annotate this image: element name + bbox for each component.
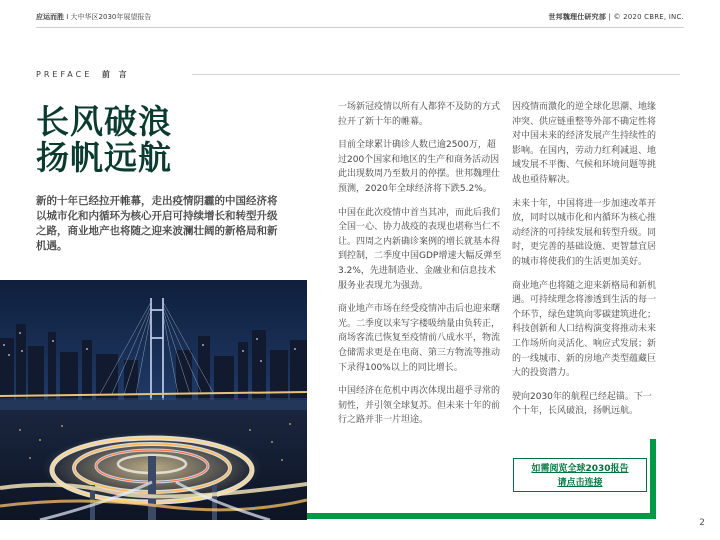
preface-label-zh: 前 言 bbox=[101, 70, 130, 79]
header-divider bbox=[36, 27, 684, 28]
header-subtitle: 大中华区2030年展望报告 bbox=[70, 13, 152, 21]
paragraph: 目前全球累计确诊人数已逾2500万，超过200个国家和地区的生产和商务活动因此出现数周乃至数月的停摆。世邦魏理仕预测，2020年全球经济将下跌5.2%。 bbox=[338, 140, 501, 194]
paragraph: 中国在此次疫情中首当其冲，而此后我们全国一心、协力战疫的表现也堪称当仁不让。四周之内新确诊案例的增长就基本得到控制，二季度中国GDP增速大幅反弹至3.2%，先进制造业、金融业和信息技术服务业表现尤为强劲。 bbox=[338, 207, 502, 291]
body-column-3 bbox=[512, 100, 659, 428]
paragraph: 未来十年，中国将进一步加速改革开放，同时以城市化和内循环为核心推动经济的可持续发展和转型升级。同时，更完善的基础设施、更智慧宜居的城市将使我们的生活更加美好。 bbox=[512, 198, 657, 267]
header-separator: I bbox=[66, 13, 69, 21]
header-brand: 应运而胜 bbox=[36, 13, 64, 21]
header-report-title bbox=[36, 12, 151, 22]
header-publisher-separator: | bbox=[608, 13, 612, 21]
preface-label bbox=[36, 69, 130, 80]
paragraph: 商业地产市场在经受疫情冲击后也迎来曙光。二季度以来写字楼吸纳量由负转正，商场客流已恢复至疫情前八成水平，物流仓储需求更是在电商、第三方物流等推动下录得100%以上的同比增长。 bbox=[338, 304, 501, 373]
page-title-line-2: 扬帆远航 bbox=[36, 138, 172, 177]
page-title-line-1: 长风破浪 bbox=[36, 102, 172, 141]
page-number: 2 bbox=[699, 518, 705, 528]
header-publisher bbox=[548, 12, 684, 22]
global-2030-report-link[interactable] bbox=[513, 458, 647, 492]
paragraph: 驶向2030年的航程已经起锚。下一个十年，长风破浪，扬帆远航。 bbox=[512, 391, 652, 417]
report-link-line-2: 请点击连接 bbox=[557, 478, 603, 488]
preface-label-en: PREFACE bbox=[36, 70, 93, 79]
body-column-2 bbox=[338, 100, 504, 437]
header-copyright: © 2020 CBRE, INC. bbox=[613, 13, 684, 21]
intro-paragraph: 新的十年已经拉开帷幕，走出疫情阴霾的中国经济将以城市化和内循环为核心开启可持续增长和转型升级之路，商业地产也将随之迎来波澜壮阔的新格局和新机遇。 bbox=[36, 195, 278, 252]
page-title bbox=[36, 104, 172, 176]
preface-divider bbox=[192, 74, 680, 75]
paragraph: 一场新冠疫情以所有人都猝不及防的方式拉开了新十年的帷幕。 bbox=[338, 102, 501, 127]
paragraph: 因疫情而激化的逆全球化思潮、地缘冲突、供应链重整等外部不确定性将对中国未来的经济发展产生持续性的影响。在国内，劳动力红利减退、地域发展不平衡、气候和环境问题等挑战也亟待解决。 bbox=[512, 102, 657, 185]
city-night-photo bbox=[0, 280, 307, 520]
paragraph: 商业地产也将随之迎来新格局和新机遇。可持续理念将渗透到生活的每一个环节，绿色建筑向零碳建筑进化；科技创新和人口结构演变将推动未来工作场所向灵活化、响应式发展；新的一线城市、新的房地产类型蕴藏巨大的投资潜力。 bbox=[512, 280, 657, 379]
header-publisher-name: 世邦魏理仕研究部 bbox=[548, 13, 607, 21]
paragraph: 中国经济在危机中再次体现出超乎寻常的韧性，并引领全球复苏。但未来十年的前行之路并非一片坦途。 bbox=[338, 386, 501, 426]
report-link-line-1: 如需阅览全球2030报告 bbox=[531, 464, 629, 474]
